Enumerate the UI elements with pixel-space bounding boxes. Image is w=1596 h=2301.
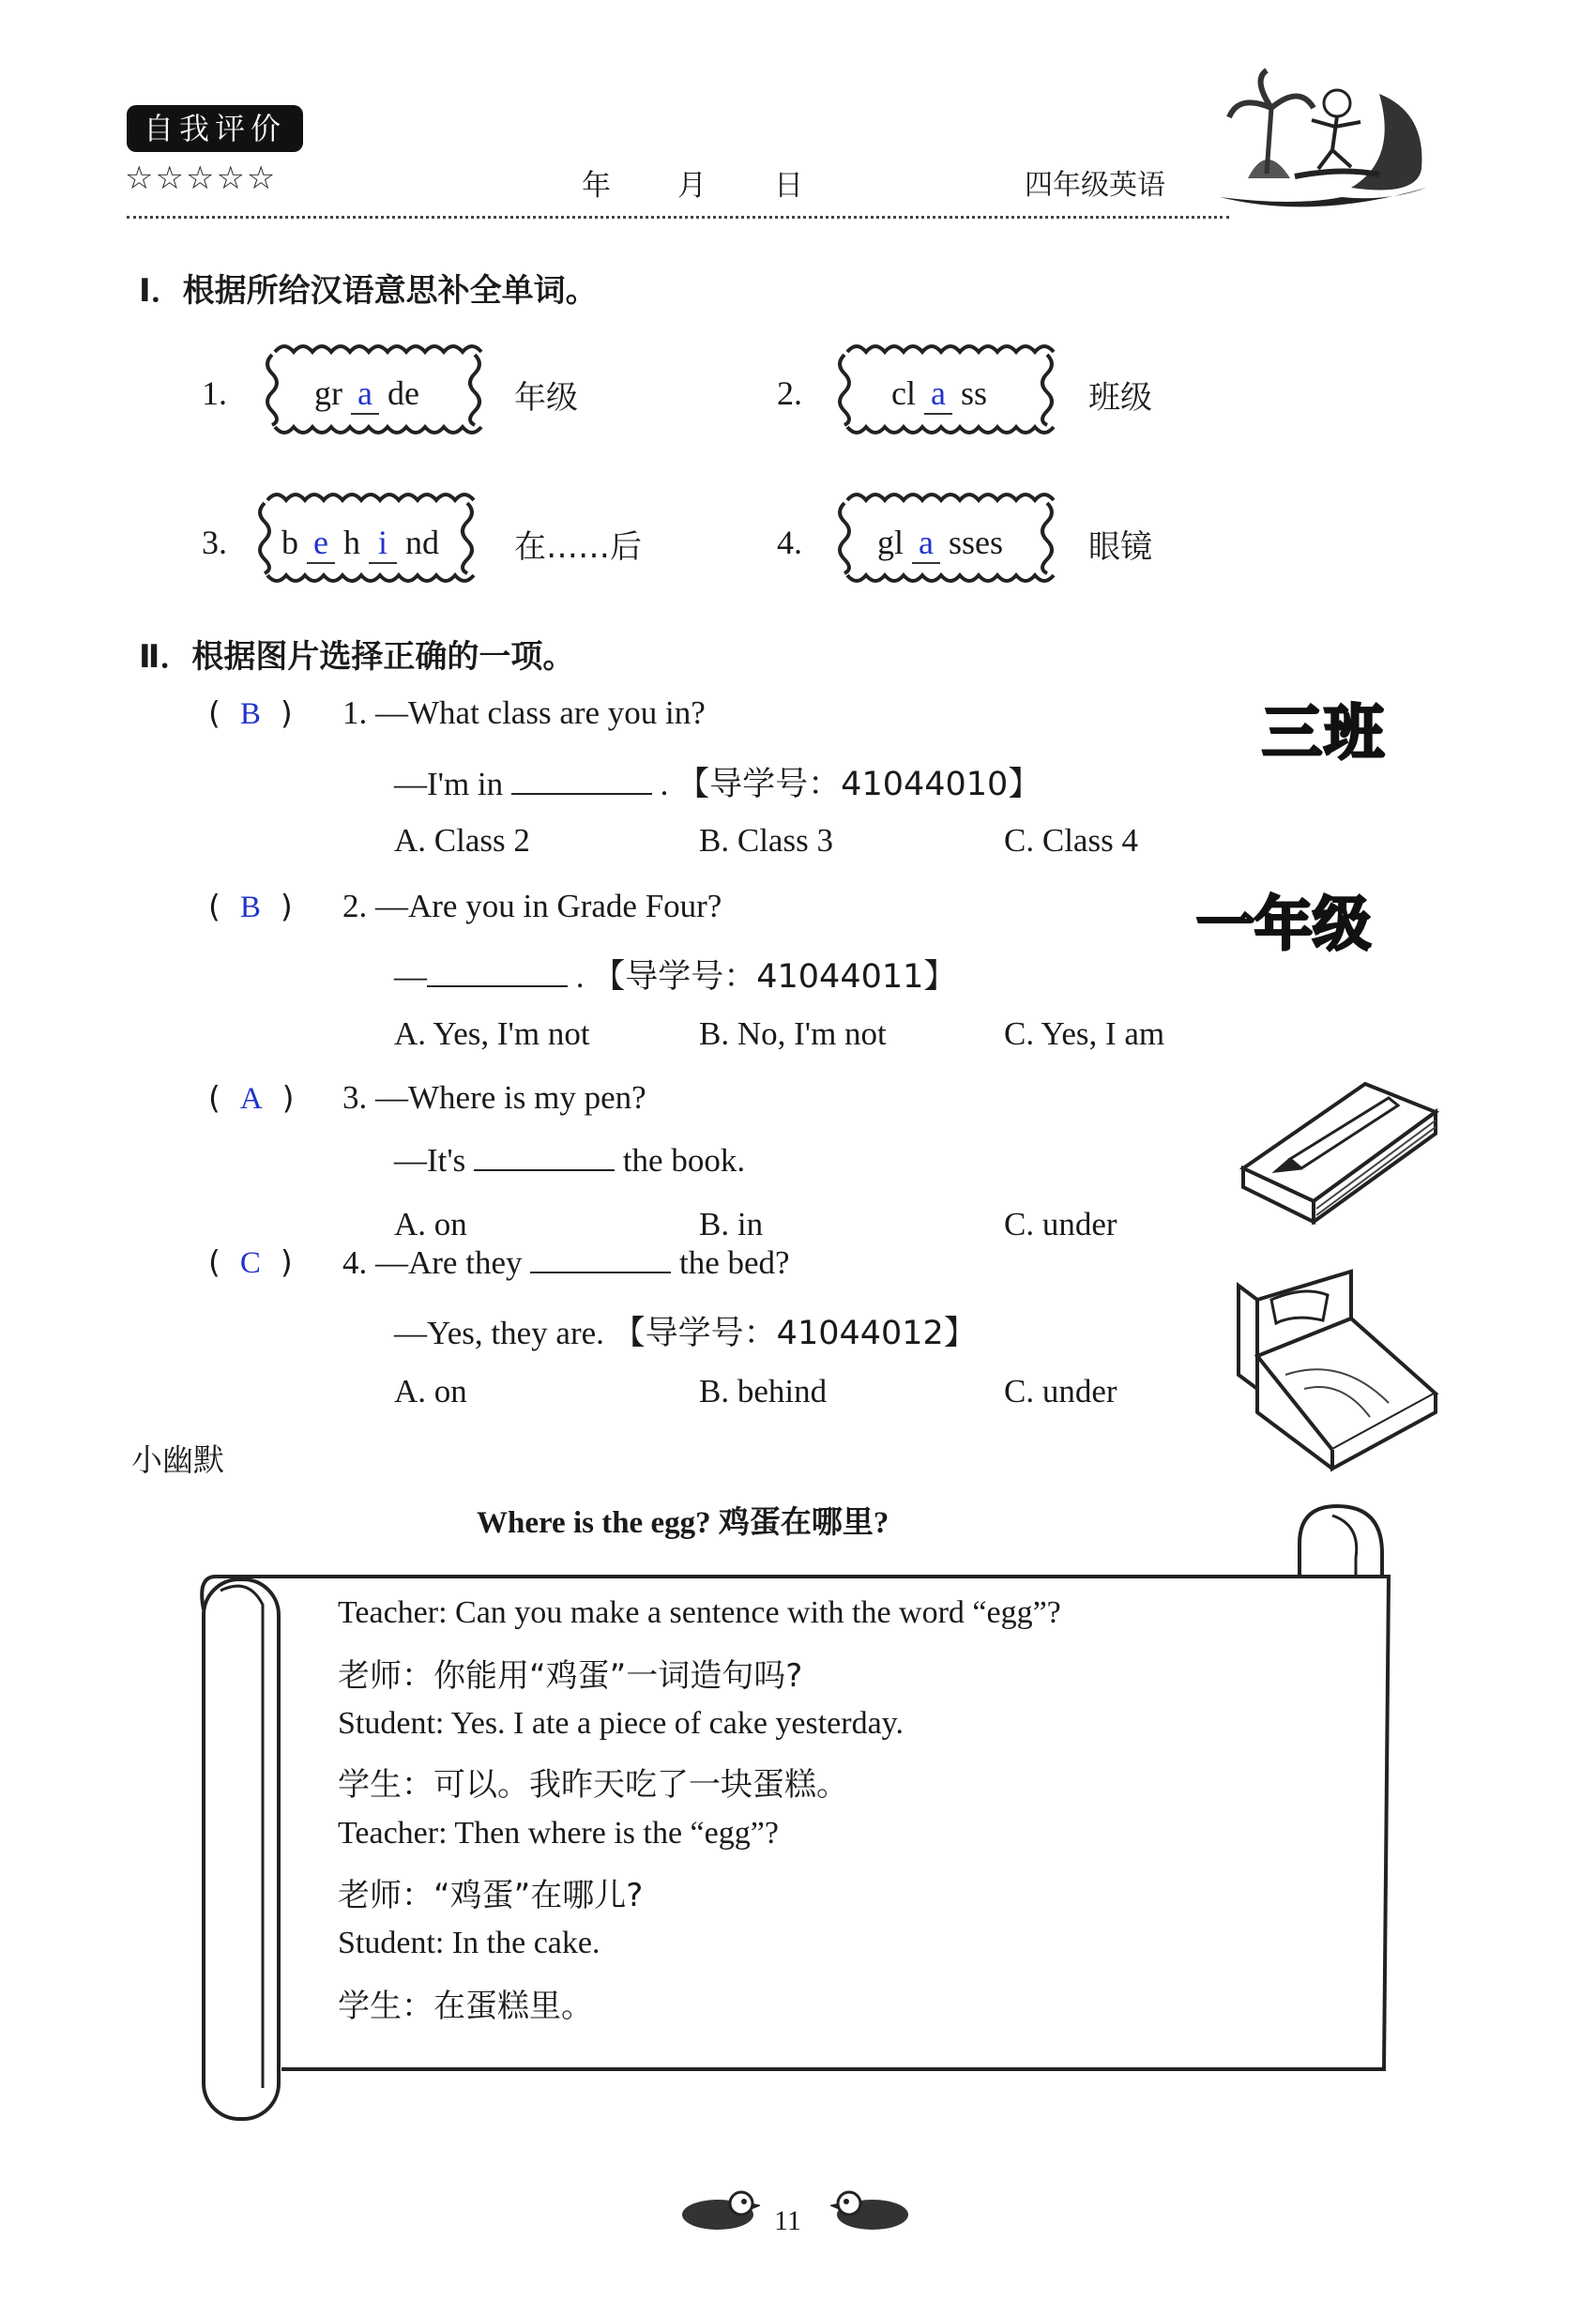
surfer-illustration: [1201, 56, 1436, 221]
item-1-word: gr a de: [314, 373, 419, 415]
date-month-label: 月: [677, 169, 707, 203]
q2-option-c[interactable]: C. Yes, I am: [1004, 1015, 1165, 1052]
q2-guide-number: 【导学号：41044011】: [592, 958, 957, 996]
grade-1-image-text: 一年级: [1196, 890, 1372, 958]
scroll-frame: [192, 1487, 1398, 2126]
q2-option-a[interactable]: A. Yes, I'm not: [394, 1015, 590, 1052]
q2-answer: B: [239, 891, 261, 924]
q4-line-1: 4. —Are they the bed?: [342, 1244, 790, 1281]
item-3-word: b e h i nd: [281, 523, 439, 564]
item-2-answer[interactable]: a: [924, 375, 952, 415]
q1-line-2: —I'm in . 【导学号：41044010】: [394, 766, 1041, 803]
answer-blank[interactable]: [511, 765, 652, 795]
humor-label: 小幽默: [131, 1441, 224, 1478]
bed-illustration: [1229, 1262, 1445, 1478]
item-4-word: gl a sses: [877, 523, 1003, 564]
item-3-meaning: 在……后: [514, 528, 642, 566]
grade-subject-label: 四年级英语: [1025, 169, 1165, 202]
item-3-number: 3.: [202, 524, 227, 561]
self-evaluation-badge: 自我评价: [127, 105, 303, 152]
item-2-meaning: 班级: [1088, 379, 1152, 417]
class-3-image-text: 三班: [1262, 699, 1386, 769]
date-day-label: 日: [774, 169, 803, 203]
answer-blank[interactable]: [474, 1141, 615, 1171]
joke-title: Where is the egg? 鸡蛋在哪里?: [477, 1506, 889, 1540]
q4-line-2: —Yes, they are. 【导学号：41044012】: [394, 1315, 977, 1352]
book-with-pen-illustration: [1224, 1060, 1440, 1225]
joke-line-1: Teacher: Can you make a sentence with the word “egg”?: [338, 1595, 1061, 1630]
page-number: 11: [774, 2205, 801, 2236]
joke-line-6: 老师：“鸡蛋”在哪儿?: [338, 1877, 644, 1914]
answer-blank[interactable]: [427, 957, 568, 987]
q4-option-b[interactable]: B. behind: [699, 1373, 828, 1410]
q1-line-1: 1. —What class are you in?: [342, 694, 706, 731]
q2-line-2: — . 【导学号：41044011】: [394, 958, 957, 996]
item-4-answer[interactable]: a: [912, 525, 940, 564]
q2-option-b[interactable]: B. No, I'm not: [699, 1015, 887, 1052]
q1-option-c[interactable]: C. Class 4: [1004, 822, 1138, 859]
q3-answer: A: [239, 1082, 263, 1116]
q2-answer-bracket[interactable]: ( B ): [208, 888, 293, 924]
answer-blank[interactable]: [530, 1243, 671, 1273]
header-divider: [127, 216, 1229, 219]
joke-line-3: Student: Yes. I ate a piece of cake yesterday.: [338, 1706, 904, 1741]
rating-stars[interactable]: ☆☆☆☆☆: [125, 160, 278, 197]
q2-line-1: 2. —Are you in Grade Four?: [342, 888, 722, 924]
item-2-word: cl a ss: [891, 373, 987, 415]
item-4-number: 4.: [777, 524, 802, 561]
bird-right-icon: [830, 2185, 915, 2236]
section-2-title: Ⅱ．根据图片选择正确的一项。: [139, 638, 575, 676]
q1-option-b[interactable]: B. Class 3: [699, 822, 833, 859]
section-1-title: Ⅰ．根据所给汉语意思补全单词。: [139, 272, 598, 310]
q3-option-c[interactable]: C. under: [1004, 1206, 1117, 1242]
q3-line-1: 3. —Where is my pen?: [342, 1079, 646, 1116]
item-1-meaning: 年级: [514, 379, 578, 417]
joke-line-2: 老师：你能用“鸡蛋”一词造句吗?: [338, 1657, 803, 1695]
bird-left-icon: [676, 2185, 760, 2236]
item-3-answer-2[interactable]: i: [369, 525, 397, 564]
joke-line-8: 学生：在蛋糕里。: [338, 1988, 593, 2025]
item-4-meaning: 眼镜: [1088, 528, 1152, 566]
q4-option-a[interactable]: A. on: [394, 1373, 467, 1410]
q3-answer-bracket[interactable]: ( A ): [208, 1079, 295, 1116]
item-1-answer[interactable]: a: [351, 375, 379, 415]
q1-option-a[interactable]: A. Class 2: [394, 822, 530, 859]
q4-guide-number: 【导学号：41044012】: [612, 1315, 977, 1352]
joke-line-4: 学生：可以。我昨天吃了一块蛋糕。: [338, 1766, 848, 1804]
q3-option-a[interactable]: A. on: [394, 1206, 467, 1242]
q3-line-2: —It's the book.: [394, 1142, 746, 1179]
item-2-number: 2.: [777, 374, 802, 412]
q1-answer-bracket[interactable]: ( B ): [208, 694, 293, 731]
q4-option-c[interactable]: C. under: [1004, 1373, 1117, 1410]
joke-line-7: Student: In the cake.: [338, 1926, 600, 1960]
date-year-label: 年: [582, 169, 611, 203]
joke-line-5: Teacher: Then where is the “egg”?: [338, 1816, 779, 1851]
q3-option-b[interactable]: B. in: [699, 1206, 764, 1242]
item-3-answer-1[interactable]: e: [307, 525, 335, 564]
q4-answer-bracket[interactable]: ( C ): [208, 1243, 293, 1280]
item-1-number: 1.: [202, 374, 227, 412]
q1-answer: B: [239, 697, 261, 731]
q1-guide-number: 【导学号：41044010】: [676, 766, 1041, 803]
q4-answer: C: [239, 1246, 261, 1280]
